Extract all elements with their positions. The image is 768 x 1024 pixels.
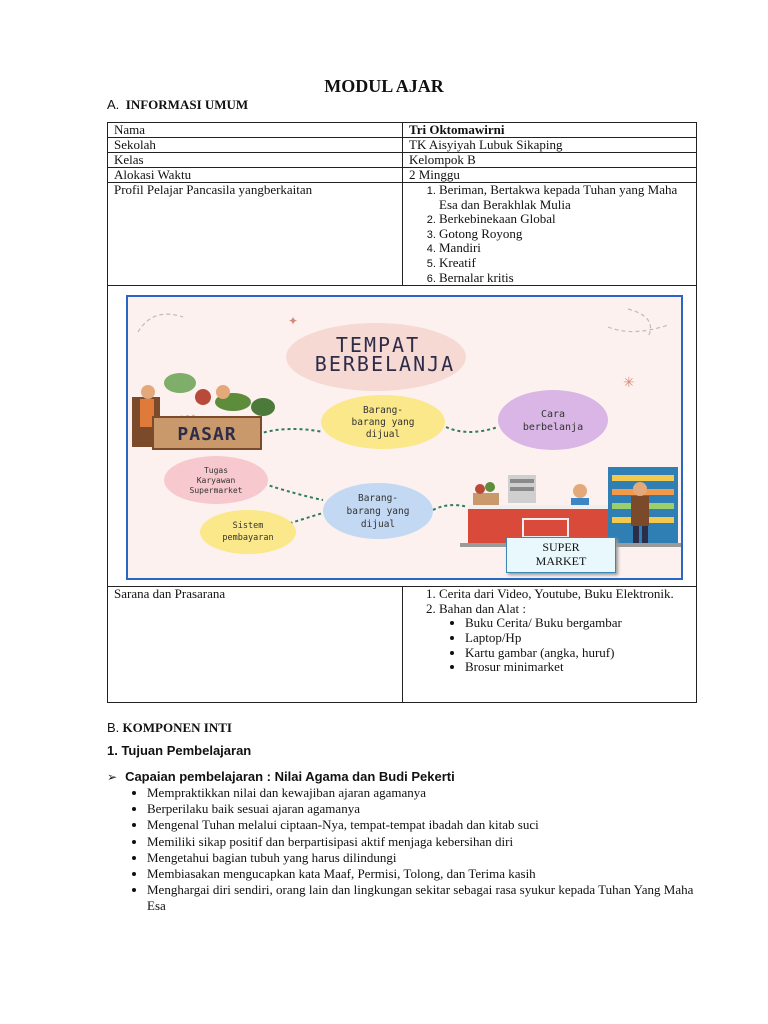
- mindmap-graphic: [128, 297, 681, 578]
- nama-label: Nama: [108, 123, 403, 138]
- list-item: • Membiasakan mengucapkan kata Maaf, Permisi, Tolong, dan Terima kasih: [147, 866, 707, 882]
- list-item: 2. Berkebinekaan Global: [439, 212, 690, 227]
- mindmap-illustration: [126, 295, 683, 580]
- section-b-letter: B.: [107, 720, 120, 735]
- cloud-barang-2-line1: Barang-: [357, 493, 399, 505]
- cloud-cara-line1: Cara: [540, 409, 566, 421]
- list-item: • Mengenal Tuhan melalui ciptaan-Nya, tempat-tempat ibadah dan kitab suci: [147, 817, 707, 833]
- kelas-value: Kelompok B: [403, 153, 697, 168]
- list-item: • Menghargai diri sendiri, orang lain dan lingkungan sekitar sebagai rasa syukur kepada Tuhan Yang Maha Esa: [147, 882, 707, 914]
- profil-list: [409, 183, 690, 285]
- list-item: • Berperilaku baik sesuai ajaran agamanya: [147, 801, 707, 817]
- list-item: • Mengetahui bagian tubuh yang harus dilindungi: [147, 850, 707, 866]
- table-row: [108, 153, 697, 168]
- section-b-heading: [107, 720, 232, 736]
- info-table: [107, 122, 697, 703]
- table-row: [108, 286, 697, 587]
- table-row: [108, 123, 697, 138]
- sekolah-value: TK Aisyiyah Lubuk Sikaping: [403, 138, 697, 153]
- table-row: [108, 183, 697, 286]
- cloud-barang-1-line2: barang yang: [351, 417, 415, 429]
- bahan-alat-label: Bahan dan Alat :: [439, 600, 527, 616]
- sarana-label: Sarana dan Prasarana: [108, 587, 403, 703]
- cloud-tugas-line1: Tugas: [203, 466, 229, 476]
- kelas-label: Kelas: [108, 153, 403, 168]
- cloud-barang-1-line1: Barang-: [362, 405, 404, 417]
- cloud-tugas-line3: Supermarket: [189, 486, 243, 496]
- cloud-barang-2-line2: barang yang: [346, 506, 410, 518]
- supermarket-label-line2: MARKET: [535, 554, 587, 569]
- capaian-heading: [107, 769, 455, 784]
- illustration-cell: [108, 286, 697, 587]
- cloud-barang-1-line3: dijual: [365, 429, 401, 441]
- pasar-label: PASAR: [177, 424, 237, 446]
- sarana-list: [409, 587, 690, 675]
- cloud-barang-2-line3: dijual: [360, 519, 396, 531]
- list-item: [439, 602, 690, 675]
- page-title: MODUL AJAR: [324, 76, 444, 96]
- list-item: • Laptop/Hp: [465, 631, 690, 646]
- list-item: • Brosur minimarket: [465, 660, 690, 675]
- tujuan-heading: 1. Tujuan Pembelajaran: [107, 743, 252, 758]
- sekolah-label: Sekolah: [108, 138, 403, 153]
- profil-value: [403, 183, 697, 286]
- alokasi-value: 2 Minggu: [403, 168, 697, 183]
- section-a-heading: [107, 97, 248, 113]
- capaian-label: Capaian pembelajaran : Nilai Agama dan Budi Pekerti: [125, 769, 455, 784]
- nama-value: Tri Oktomawirni: [403, 123, 697, 138]
- section-a-label: INFORMASI UMUM: [125, 97, 249, 112]
- section-b-label: KOMPONEN INTI: [122, 720, 232, 735]
- svg-text:✦: ✦: [288, 314, 299, 329]
- arrow-bullet-icon: ➢: [107, 770, 118, 784]
- mindmap-title-line1: TEMPAT: [335, 333, 421, 358]
- list-item: 1. Cerita dari Video, Youtube, Buku Elektronik.: [439, 587, 690, 602]
- cloud-tugas-line2: Karyawan: [196, 476, 236, 486]
- capaian-list: [127, 785, 707, 915]
- table-row: [108, 587, 697, 703]
- alokasi-label: Alokasi Waktu: [108, 168, 403, 183]
- profil-label: Profil Pelajar Pancasila yangberkaitan: [108, 183, 403, 286]
- list-item: 3. Gotong Royong: [439, 227, 690, 242]
- list-item: 6. Bernalar kritis: [439, 271, 690, 286]
- list-item: 1. Beriman, Bertakwa kepada Tuhan yang Maha Esa dan Berakhlak Mulia: [439, 183, 690, 212]
- list-item: • Memiliki sikap positif dan berpartisipasi aktif menjaga kebersihan diri: [147, 834, 707, 850]
- table-row: [108, 168, 697, 183]
- mindmap-title-line2: BERBELANJA: [314, 352, 456, 377]
- sarana-value: [403, 587, 697, 703]
- list-item: • Kartu gambar (angka, huruf): [465, 646, 690, 661]
- list-item: • Buku Cerita/ Buku bergambar: [465, 616, 690, 631]
- supermarket-label-line1: SUPER: [542, 540, 580, 555]
- section-a-letter: A.: [107, 97, 120, 112]
- table-row: [108, 138, 697, 153]
- cloud-sistem-line2: pembayaran: [222, 533, 274, 544]
- cloud-sistem-line1: Sistem: [232, 521, 264, 532]
- list-item: • Mempraktikkan nilai dan kewajiban ajaran agamanya: [147, 785, 707, 801]
- bahan-alat-list: [439, 616, 690, 674]
- list-item: 4. Mandiri: [439, 241, 690, 256]
- cloud-cara-line2: berbelanja: [522, 422, 584, 434]
- svg-text:✳: ✳: [623, 375, 635, 392]
- supermarket-label-box: [506, 537, 616, 573]
- list-item: 5. Kreatif: [439, 256, 690, 271]
